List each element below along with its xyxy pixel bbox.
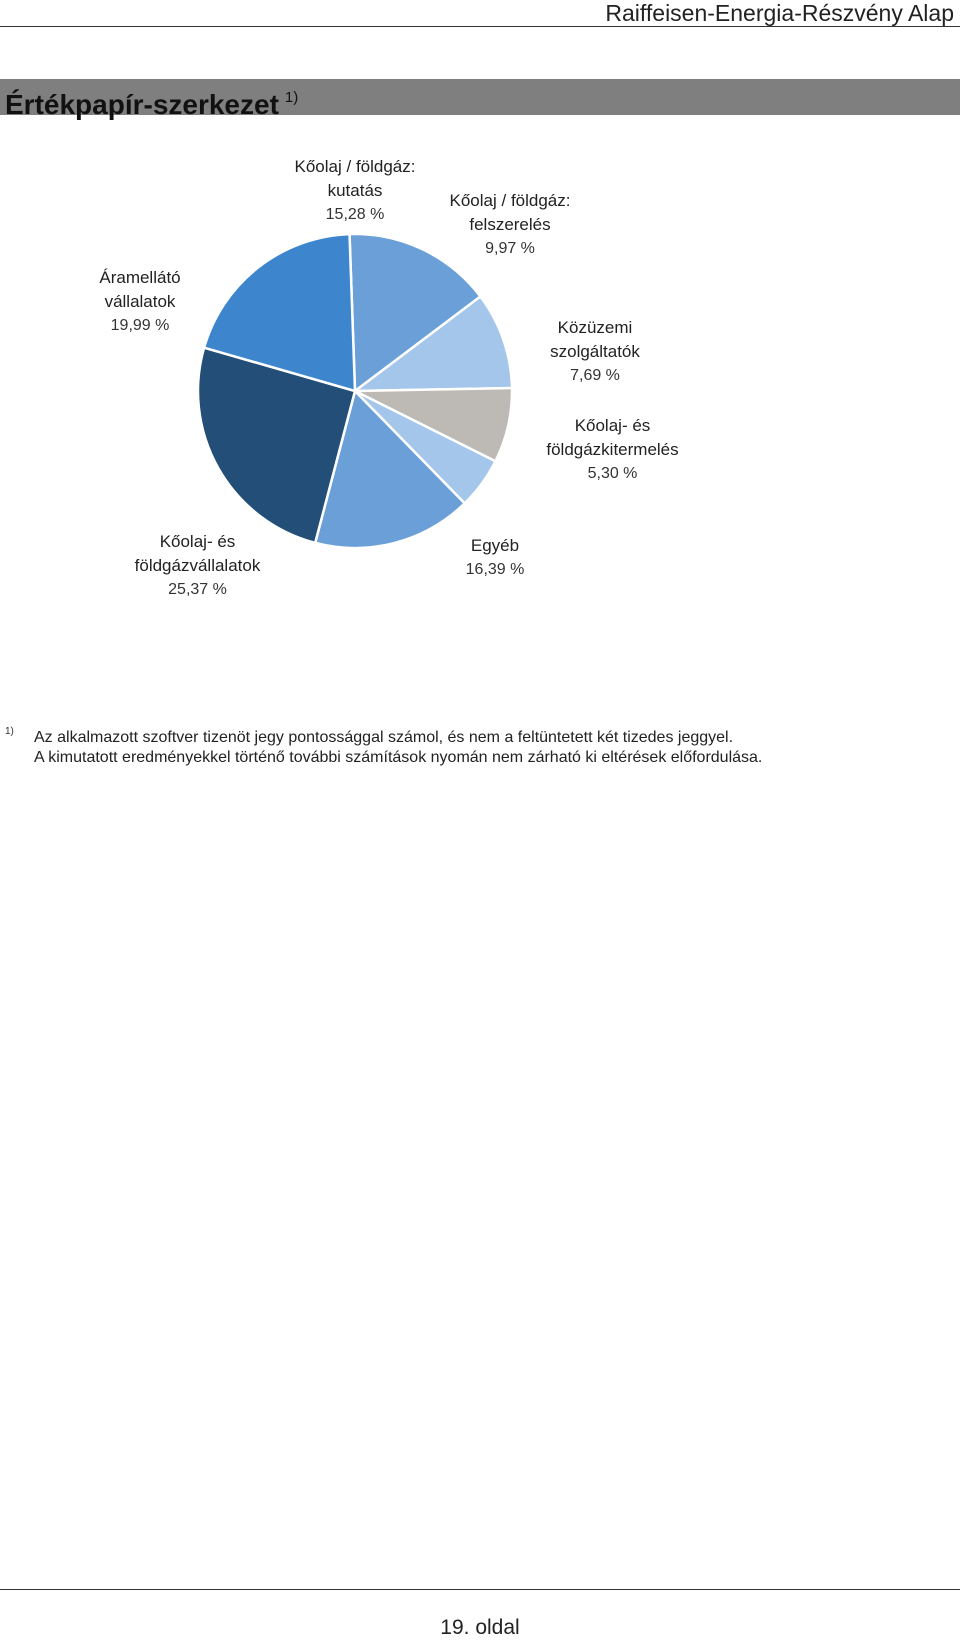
slice-label-line2: földgázvállalatok (134, 556, 261, 575)
slice-label-line1: Közüzemi (557, 318, 633, 337)
slice-label-line1: Kőolaj / földgáz: (294, 157, 416, 176)
footer-divider (0, 1589, 960, 1590)
slice-value: 7,69 % (570, 367, 620, 384)
slice-value: 19,99 % (110, 317, 170, 334)
slice-label-line2: kutatás (327, 181, 383, 200)
slice-label-line2: vállalatok (104, 292, 176, 311)
footnote-line-1: Az alkalmazott szoftver tizenöt jegy pontossággal számol, és nem a feltüntetett két tizedes jeggyel. (34, 729, 734, 746)
slice-label-line1: Kőolaj- és (574, 416, 651, 435)
slice-label-line2: földgázkitermelés (546, 440, 679, 459)
slice-value: 15,28 % (325, 206, 385, 223)
slice-label-line1: Kőolaj / földgáz: (449, 191, 571, 210)
slice-value: 16,39 % (465, 561, 525, 578)
footnote-text (34, 728, 934, 768)
slice-label-line2: szolgáltatók (550, 342, 640, 361)
page-number: 19. oldal (440, 1616, 520, 1639)
slice-label-line1: Kőolaj- és (159, 532, 236, 551)
slice-label-vallalatok (110, 530, 285, 602)
slice-label-line1: Áramellátó (99, 268, 181, 287)
slice-label-aramellato (75, 266, 205, 338)
slice-label-line2: felszerelés (469, 215, 551, 234)
slice-label-line1: Egyéb (470, 536, 520, 555)
section-title-text: Értékpapír-szerkezet (5, 89, 279, 120)
slice-value: 25,37 % (168, 581, 227, 598)
slice-label-felszereles (425, 189, 595, 261)
footnote-ref: 1) (284, 89, 299, 106)
footnote-mark: 1) (5, 726, 14, 737)
slice-label-kozuzemi (520, 316, 670, 388)
slice-value: 9,97 % (485, 240, 535, 257)
slice-label-egyeb (445, 534, 545, 582)
slice-label-kitermeles (530, 414, 695, 486)
slice-label-kutatas (270, 155, 440, 227)
slice-value: 5,30 % (587, 465, 638, 482)
fund-name: Raiffeisen-Energia-Részvény Alap (605, 0, 954, 26)
footnote-line-2: A kimutatott eredményekkel történő további számítások nyomán nem zárható ki eltérések előfordulása. (34, 749, 763, 766)
